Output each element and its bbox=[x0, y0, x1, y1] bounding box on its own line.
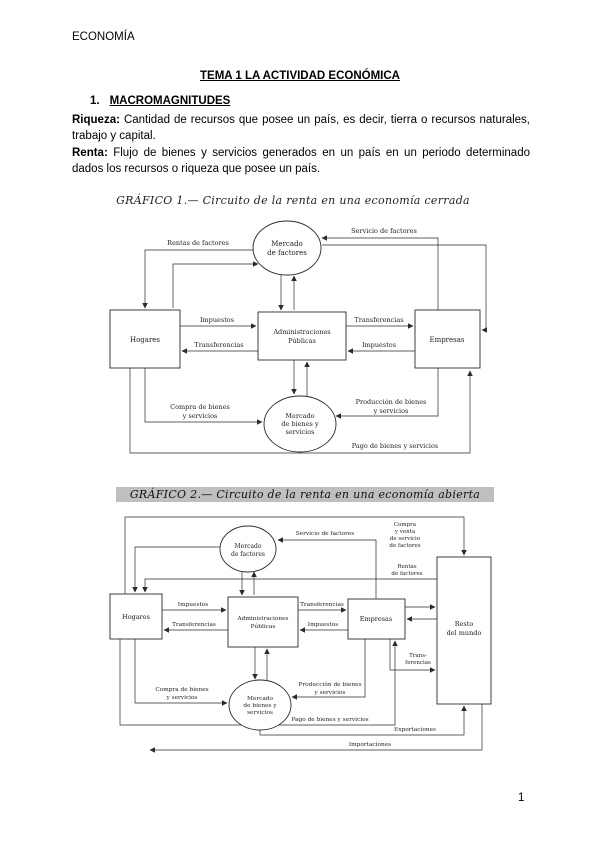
transferencias-resto-label: Trans- bbox=[409, 653, 427, 659]
produccion-bienes-label: Producción de bienes bbox=[298, 682, 362, 688]
flow-rentas-factores bbox=[145, 250, 253, 308]
compra-venta-factores-label: Compra bbox=[393, 522, 417, 528]
compra-venta-factores-label: de servicio bbox=[389, 536, 421, 542]
flow-rentas-factores bbox=[145, 579, 437, 592]
empresas-label: Empresas bbox=[359, 615, 393, 623]
resto-mundo-label: del mundo bbox=[446, 629, 482, 637]
mercado-bienes-label: Mercado bbox=[285, 412, 315, 420]
mercado-bienes-label: de bienes y bbox=[281, 420, 319, 428]
transferencias-empresas-label: Transferencias bbox=[354, 316, 404, 324]
impuestos-empresas-label: Impuestos bbox=[361, 341, 397, 349]
node-mercado-factores bbox=[220, 526, 276, 572]
compra-bienes-label: y servicios bbox=[182, 412, 218, 420]
compra-bienes-label: Compra de bienes bbox=[170, 403, 230, 411]
rentas-factores-label: Rentas de factores bbox=[167, 239, 229, 247]
renta-text: Flujo de bienes y servicios generados en un país en un periodo determinado dados los recursos o riqueza que posee un país. bbox=[72, 146, 530, 175]
impuestos-empresas-label: Impuestos bbox=[307, 622, 339, 628]
administraciones-label: Públicas bbox=[250, 624, 276, 630]
produccion-bienes-label: Producción de bienes bbox=[355, 398, 427, 406]
produccion-bienes-label: y servicios bbox=[314, 690, 346, 696]
renta-term: Renta: bbox=[72, 146, 108, 159]
node-empresas bbox=[348, 599, 405, 639]
impuestos-hogares-label: Impuestos bbox=[199, 316, 235, 324]
empresas-label: Empresas bbox=[429, 336, 465, 344]
diagram2-svg bbox=[85, 507, 525, 757]
node-mercado-bienes bbox=[229, 680, 291, 730]
riqueza-text: Cantidad de recursos que posee un país, es decir, tierra o recursos naturales, trabajo y capital. bbox=[72, 114, 530, 143]
compra-venta-factores-label: y venta bbox=[394, 529, 416, 535]
mercado-factores-label: de factores bbox=[231, 551, 265, 558]
diagram1-caption: GRÁFICO 1.— Circuito de la renta en una economía cerrada bbox=[116, 194, 470, 207]
flow-compra-bienes bbox=[135, 639, 227, 703]
flow-produccion-bienes bbox=[292, 639, 365, 697]
compra-bienes-label: Compra de bienes bbox=[155, 687, 209, 693]
paragraph-riqueza bbox=[72, 112, 530, 145]
flow-factores-hogares bbox=[135, 547, 221, 592]
administraciones-box bbox=[258, 312, 346, 360]
flow-servicio-factores-outer bbox=[173, 264, 258, 308]
mercado-factores-circle bbox=[253, 221, 321, 275]
riqueza-term: Riqueza: bbox=[72, 114, 120, 126]
node-hogares bbox=[110, 310, 180, 368]
exportaciones-label: Exportaciones bbox=[394, 727, 436, 733]
node-administraciones bbox=[228, 597, 298, 647]
resto-mundo-label: Resto bbox=[454, 620, 474, 628]
diagram2-connectors bbox=[120, 517, 482, 750]
administraciones-label: Administraciones bbox=[237, 616, 289, 622]
administraciones-label: Públicas bbox=[288, 337, 316, 345]
transferencias-hogares-label: Transferencias bbox=[172, 622, 216, 628]
flow-servicio-factores bbox=[322, 238, 438, 310]
mercado-bienes-label: servicios bbox=[285, 428, 315, 436]
transferencias-resto-label: ferencias bbox=[405, 660, 431, 666]
mercado-bienes-label: servicios bbox=[247, 710, 273, 716]
mercado-bienes-label: Mercado bbox=[246, 696, 274, 702]
servicio-factores-label: Servicio de factores bbox=[351, 227, 417, 235]
compra-venta-factores-label: de factores bbox=[389, 543, 421, 549]
diagram2-caption: GRÁFICO 2.— Circuito de la renta en una economía abierta bbox=[116, 487, 494, 502]
node-mercado-factores bbox=[253, 221, 321, 275]
mercado-bienes-label: de bienes y bbox=[243, 703, 277, 709]
rentas-factores-label: Rentas bbox=[397, 564, 417, 570]
paragraph-renta bbox=[72, 145, 530, 178]
node-hogares bbox=[110, 594, 162, 639]
mercado-factores-label: de factores bbox=[267, 249, 307, 257]
flow-servicio-factores bbox=[278, 540, 376, 599]
mercado-factores-label: Mercado bbox=[271, 240, 303, 248]
node-administraciones bbox=[258, 312, 346, 360]
section-number: 1. bbox=[90, 95, 100, 107]
node-empresas bbox=[415, 310, 480, 368]
node-resto-mundo bbox=[437, 557, 491, 704]
hogares-label: Hogares bbox=[122, 613, 150, 621]
hogares-label: Hogares bbox=[129, 336, 161, 344]
administraciones-label: Administraciones bbox=[273, 328, 331, 336]
node-mercado-bienes bbox=[264, 396, 336, 452]
rentas-factores-label: de factores bbox=[391, 571, 423, 577]
diagram2-caption-bar bbox=[85, 485, 525, 503]
diagram1-svg bbox=[88, 212, 498, 470]
mercado-factores-label: Mercado bbox=[234, 543, 262, 550]
section-title: MACROMAGNITUDES bbox=[109, 95, 231, 107]
transferencias-hogares-label: Transferencias bbox=[194, 341, 244, 349]
transferencias-empresas-label: Transferencias bbox=[300, 602, 344, 608]
body-text bbox=[72, 112, 530, 177]
pago-bienes-label: Pago de bienes y servicios bbox=[291, 717, 369, 723]
administraciones-box bbox=[228, 597, 298, 647]
importaciones-label: Importaciones bbox=[348, 742, 392, 748]
section-heading bbox=[90, 95, 230, 107]
servicio-factores-label: Servicio de factores bbox=[295, 531, 355, 537]
impuestos-hogares-label: Impuestos bbox=[177, 602, 209, 608]
page-title: TEMA 1 LA ACTIVIDAD ECONÓMICA bbox=[200, 70, 400, 82]
page-header: ECONOMÍA bbox=[72, 31, 135, 43]
compra-bienes-label: y servicios bbox=[166, 695, 198, 701]
produccion-bienes-label: y servicios bbox=[373, 407, 409, 415]
page-number: 1 bbox=[518, 792, 525, 804]
pago-bienes-label: Pago de bienes y servicios bbox=[351, 442, 439, 450]
